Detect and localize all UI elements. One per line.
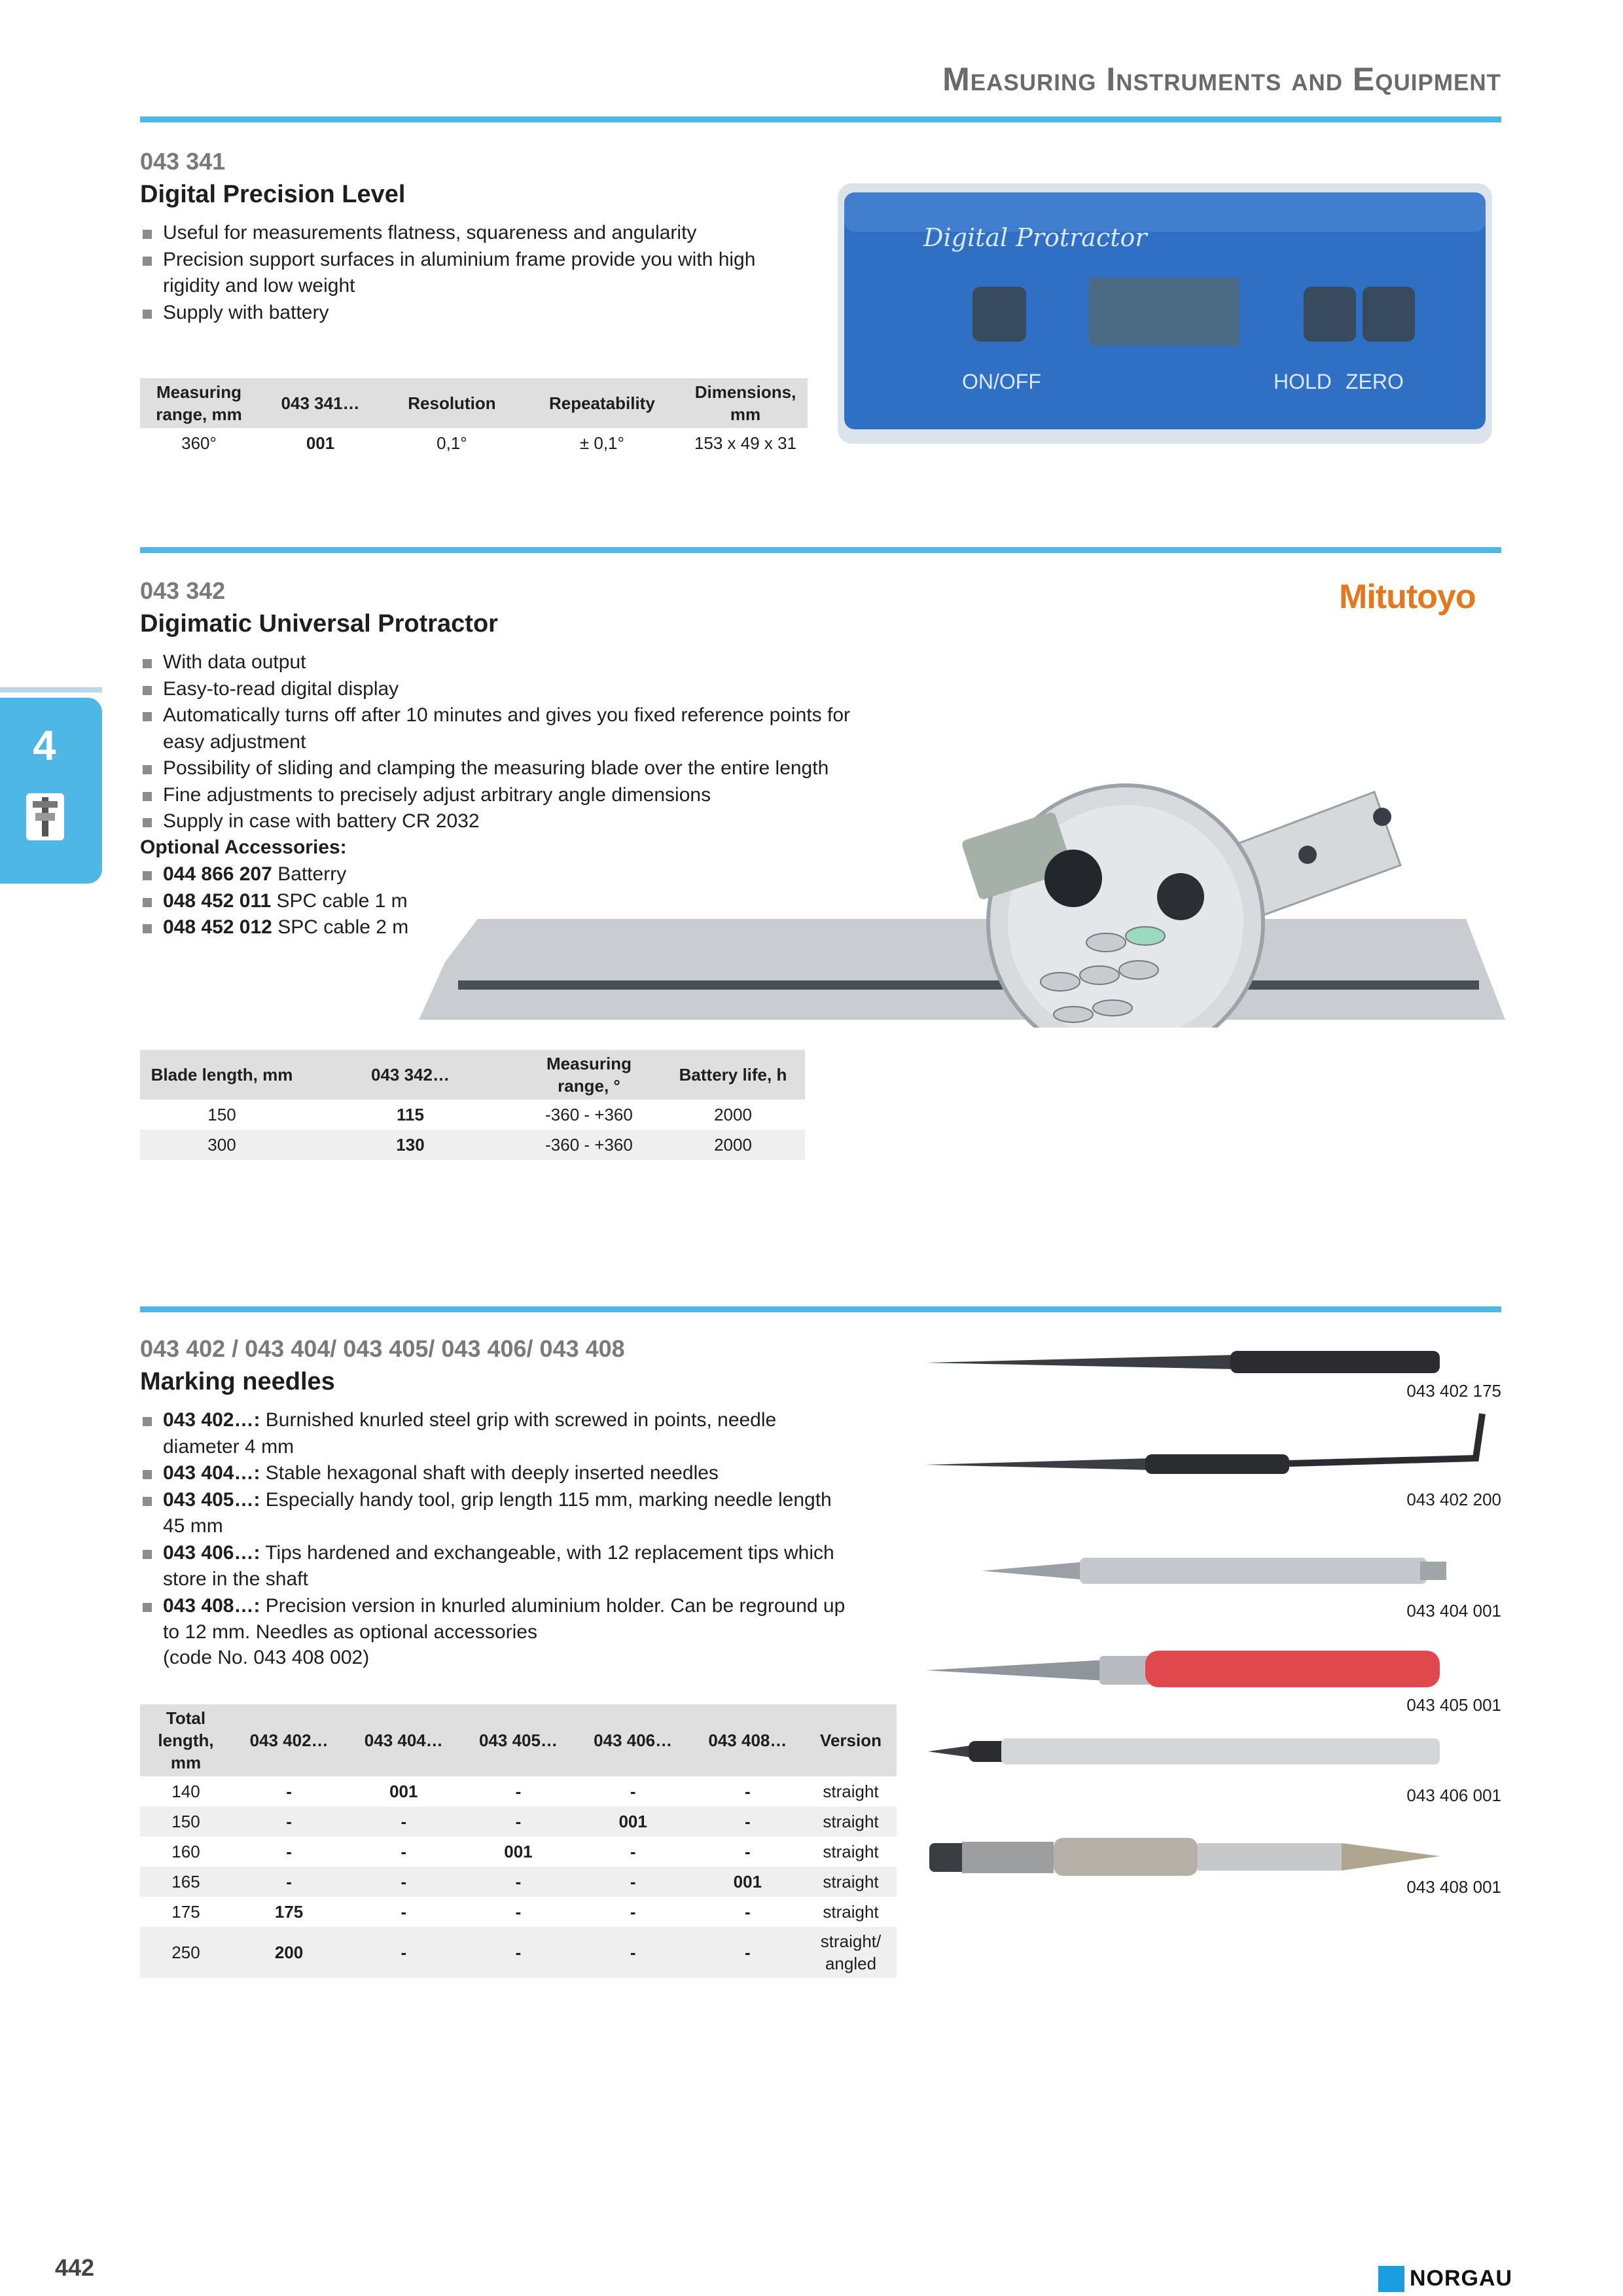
table-cell: 2000 — [661, 1130, 805, 1160]
table-cell: 175 — [171, 1902, 200, 1922]
table-cell: straight/ angled — [805, 1927, 897, 1978]
table-cell: 001 — [504, 1842, 533, 1861]
list-item: Useful for measurements flatness, squareness and angularity — [140, 220, 788, 247]
table-cell: - — [346, 1806, 461, 1837]
table-cell: - — [232, 1867, 346, 1897]
table-cell: straight — [823, 1902, 879, 1922]
accessories-heading: Optional Accessories: — [140, 836, 347, 858]
list-item: Supply in case with battery CR 2032 — [140, 808, 925, 835]
table-header: Version — [805, 1704, 897, 1776]
table-header: Dimensions, mm — [683, 378, 808, 428]
table-cell: 200 — [232, 1927, 346, 1978]
table-cell: 115 — [397, 1105, 424, 1124]
table-cell: 160 — [171, 1842, 200, 1861]
needle-caption: 043 405 001 — [1406, 1695, 1501, 1715]
section2-rule — [140, 547, 1501, 553]
table-header: Measuring range, ° — [517, 1050, 661, 1100]
table-cell: - — [690, 1806, 805, 1837]
table-row — [140, 1776, 897, 1806]
list-item: With data output — [140, 649, 925, 676]
section3-table — [140, 1704, 897, 1978]
section1-bullets — [140, 220, 788, 326]
mitutoyo-logo: Mitutoyo — [1339, 578, 1476, 616]
table-cell: - — [745, 1782, 751, 1801]
list-item: Precision support surfaces in aluminium frame provide you with high rigidity and low weight — [140, 247, 788, 300]
table-cell: 140 — [171, 1782, 200, 1801]
table-cell: straight — [823, 1842, 879, 1861]
table-cell: -360 - +360 — [517, 1130, 661, 1160]
table-row — [140, 1100, 805, 1130]
needle-caption: 043 406 001 — [1406, 1785, 1501, 1805]
hold-label: HOLD — [1274, 370, 1332, 393]
list-item: Fine adjustments to precisely adjust arbitrary angle dimensions — [140, 782, 925, 809]
section1-table — [140, 378, 808, 458]
needle-caption: 043 404 001 — [1406, 1601, 1501, 1621]
list-item: 043 402…: Burnished knurled steel grip with screwed in points, needle diameter 4 mm — [140, 1407, 853, 1460]
table-cell: - — [461, 1806, 575, 1837]
table-cell: - — [576, 1867, 690, 1897]
section1-code: 043 341 — [140, 148, 226, 175]
table-cell: straight — [823, 1782, 879, 1801]
list-item: Possibility of sliding and clamping the measuring blade over the entire length — [140, 755, 925, 782]
table-header: Repeatability — [521, 378, 683, 428]
table-cell: - — [630, 1902, 636, 1922]
table-cell: ± 0,1° — [579, 433, 624, 453]
zero-label: ZERO — [1346, 370, 1404, 393]
table-cell: 2000 — [714, 1105, 752, 1124]
table-header: Battery life, h — [661, 1050, 805, 1100]
onoff-label: ON/OFF — [962, 370, 1041, 393]
table-header: 043 405… — [461, 1704, 575, 1776]
table-cell: 175 — [274, 1902, 304, 1922]
table-cell: - — [515, 1782, 522, 1801]
needle-caption: 043 402 200 — [1406, 1490, 1501, 1509]
table-header: Total length, mm — [140, 1704, 232, 1776]
table-cell: - — [515, 1902, 522, 1922]
list-item: 043 404…: Stable hexagonal shaft with deeply inserted needles — [140, 1460, 853, 1487]
table-cell: 001 — [576, 1806, 690, 1837]
table-cell: 001 — [690, 1867, 805, 1897]
header-rule — [140, 117, 1501, 122]
table-header: 043 341… — [258, 378, 383, 428]
table-cell: - — [576, 1927, 690, 1978]
table-cell: 165 — [140, 1867, 232, 1897]
table-cell: 150 — [207, 1105, 236, 1124]
table-cell: - — [346, 1867, 461, 1897]
table-cell: 360° — [181, 433, 217, 453]
section2-table — [140, 1050, 805, 1160]
table-header: Blade length, mm — [140, 1050, 304, 1100]
section3-code: 043 402 / 043 404/ 043 405/ 043 406/ 043 408 — [140, 1335, 625, 1362]
table-header: Resolution — [383, 378, 521, 428]
table-row — [140, 1130, 805, 1160]
list-item: 044 866 207 Batterry — [140, 861, 664, 888]
list-item: 048 452 011 SPC cable 1 m — [140, 888, 664, 915]
list-item: Supply with battery — [140, 300, 788, 327]
norgau-logo-text: NORGAU — [1410, 2266, 1513, 2291]
section3-bullets — [140, 1407, 853, 1646]
table-cell: straight — [805, 1806, 897, 1837]
table-cell: straight — [805, 1867, 897, 1897]
chapter-tab-rule — [0, 687, 102, 692]
table-cell: - — [346, 1927, 461, 1978]
table-cell: - — [745, 1902, 751, 1922]
needle-caption: 043 402 175 — [1406, 1381, 1501, 1401]
table-header: 043 402… — [232, 1704, 346, 1776]
protractor-image — [419, 726, 1505, 1028]
section3-rule — [140, 1306, 1501, 1312]
table-cell: - — [630, 1842, 636, 1861]
table-cell: - — [461, 1927, 575, 1978]
table-row — [140, 1806, 897, 1837]
table-row — [140, 1867, 897, 1897]
table-cell: 150 — [140, 1806, 232, 1837]
table-row — [140, 1897, 897, 1927]
table-cell: - — [286, 1782, 292, 1801]
list-item: 043 405…: Especially handy tool, grip length 115 mm, marking needle length 45 mm — [140, 1487, 853, 1540]
norgau-logo-icon — [1378, 2266, 1404, 2292]
needle-caption: 043 408 001 — [1406, 1877, 1501, 1897]
section1-title: Digital Precision Level — [140, 181, 406, 208]
table-header: 043 406… — [576, 1704, 690, 1776]
digital-level-image — [835, 181, 1496, 448]
chapter-number: 4 — [33, 722, 56, 769]
table-row — [140, 1837, 897, 1867]
list-item: 043 408…: Precision version in knurled aluminium holder. Can be reground up to 12 mm. Needles as optional accessories — [140, 1593, 853, 1646]
section3-title: Marking needles — [140, 1368, 335, 1395]
table-cell: 001 — [389, 1782, 418, 1801]
table-cell: 300 — [140, 1130, 304, 1160]
section3-note: (code No. 043 408 002) — [163, 1647, 370, 1668]
table-cell: - — [745, 1842, 751, 1861]
list-item: Automatically turns off after 10 minutes and gives you fixed reference points for easy adjustment — [140, 702, 857, 755]
table-header: Measuring range, mm — [140, 378, 258, 428]
table-header: 043 342… — [304, 1050, 517, 1100]
table-cell: - — [630, 1782, 636, 1801]
list-item: 048 452 012 SPC cable 2 m — [140, 914, 664, 941]
page-header-title: Measuring Instruments and Equipment — [942, 61, 1501, 98]
table-cell: - — [690, 1927, 805, 1978]
table-cell: 153 x 49 x 31 — [694, 433, 797, 453]
table-header: 043 404… — [346, 1704, 461, 1776]
section2-title: Digimatic Universal Protractor — [140, 610, 498, 637]
table-cell: 130 — [304, 1130, 517, 1160]
table-cell: 0,1° — [437, 433, 467, 453]
section2-code: 043 342 — [140, 577, 226, 604]
table-cell: - — [401, 1842, 407, 1861]
table-cell: -360 - +360 — [545, 1105, 633, 1124]
table-row — [140, 1927, 897, 1978]
table-row — [140, 428, 808, 458]
page-number: 442 — [55, 2254, 95, 2281]
table-cell: 001 — [306, 433, 335, 453]
table-cell: - — [286, 1842, 292, 1861]
caliper-icon — [26, 793, 64, 840]
table-cell: - — [401, 1902, 407, 1922]
table-cell: - — [461, 1867, 575, 1897]
list-item: 043 406…: Tips hardened and exchangeable, with 12 replacement tips which store in the shaft — [140, 1540, 853, 1593]
list-item: Easy-to-read digital display — [140, 676, 925, 703]
device-brand-text: Digital Protractor — [923, 223, 1147, 252]
table-cell: - — [232, 1806, 346, 1837]
table-header: 043 408… — [690, 1704, 805, 1776]
table-cell: 250 — [140, 1927, 232, 1978]
